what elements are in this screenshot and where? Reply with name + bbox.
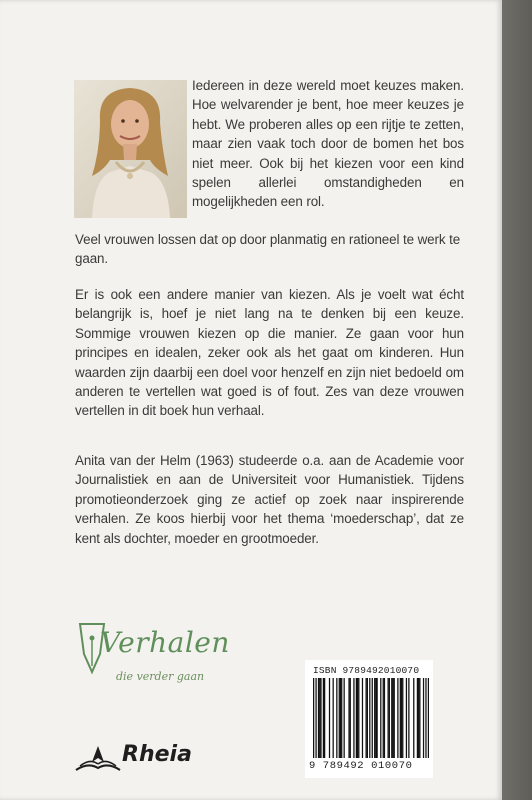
barcode-bar bbox=[344, 678, 345, 758]
barcode-bar bbox=[401, 678, 402, 758]
barcode-bar bbox=[376, 678, 377, 758]
barcode-bar bbox=[319, 678, 320, 758]
intro-paragraph: Iedereen in deze wereld moet keuzes maken. Hoe welvarender je bent, hoe meer keuzes je hebt. We proberen alles op een rijtje te zetten, maar zien vaak toch door de bomen het bos niet meer. Ook bij het kiezen voor een kind spelen allerlei omstandigheden en mogelijkheden een rol. bbox=[192, 78, 464, 210]
barcode-bar bbox=[366, 678, 367, 758]
barcode-bar bbox=[428, 678, 429, 758]
barcode-bar bbox=[339, 678, 340, 758]
barcode-bar bbox=[320, 678, 321, 758]
barcode-bar bbox=[353, 678, 354, 758]
series-logo-subtitle: die verder gaan bbox=[116, 670, 205, 683]
barcode-bar bbox=[348, 678, 349, 758]
barcode-bar bbox=[367, 678, 368, 758]
isbn-label: ISBN 9789492010070 bbox=[313, 665, 420, 676]
barcode-number: 9 789492 010070 bbox=[309, 760, 413, 772]
barcode-bar bbox=[340, 678, 341, 758]
barcode-bar bbox=[375, 678, 376, 758]
publisher-logo bbox=[74, 740, 214, 776]
barcode-bar bbox=[357, 678, 358, 758]
barcode-bar bbox=[423, 678, 424, 758]
barcode-bar bbox=[329, 678, 330, 758]
barcode-bar bbox=[380, 678, 381, 758]
barcode-bar bbox=[408, 678, 409, 758]
barcode-bar bbox=[397, 678, 398, 758]
barcode-bar bbox=[418, 678, 419, 758]
barcode-bar bbox=[324, 678, 325, 758]
barcode-bar bbox=[372, 678, 373, 758]
series-logo-title: Verhalen bbox=[100, 626, 230, 659]
barcode-bar bbox=[419, 678, 420, 758]
barcode-bar bbox=[392, 678, 393, 758]
barcode-bar bbox=[383, 678, 384, 758]
barcode-bar bbox=[387, 678, 388, 758]
barcode-bar bbox=[315, 678, 316, 758]
barcode-bar bbox=[356, 678, 357, 758]
barcode-bar bbox=[358, 678, 359, 758]
author-bio-paragraph: Anita van der Helm (1963) studeerde o.a. aan de Academie voor Journalistiek en aan de Universiteit voor Humanistiek. Tijdens promotieonderzoek ging ze actief op zoek naar inspirerende verhalen. Ze koos hierbij voor het thema ‘moederschap’, dat ze kent als dochter, moeder en grootmoeder. bbox=[75, 453, 464, 546]
body-paragraph: Er is ook een andere manier van kiezen. Als je voelt wat écht belangrijk is, hoef je niet lang na te denken bij een keuze. Sommige vrouwen kiezen op die manier. Ze gaan voor hun principes en idealen, zeker ook als het gaat om kinderen. Hun waarden zijn daarbij een doel voor henzelf en zijn niet bedoeld om anderen te vertellen wat goed is of fout. Zes van deze vrouwen vertellen in dit boek hun verhaal. bbox=[75, 287, 464, 419]
barcode-bar bbox=[384, 678, 385, 758]
barcode-bar bbox=[400, 678, 401, 758]
barcode-bar bbox=[374, 678, 375, 758]
barcode bbox=[313, 678, 429, 758]
barcode-bar bbox=[369, 678, 370, 758]
barcode-bar bbox=[336, 678, 337, 758]
barcode-bar bbox=[350, 678, 351, 758]
barcode-bar bbox=[402, 678, 403, 758]
author-photo bbox=[74, 80, 187, 218]
barcode-bar bbox=[391, 678, 392, 758]
barcode-bar bbox=[425, 678, 426, 758]
barcode-bar bbox=[406, 678, 407, 758]
barcode-bar bbox=[341, 678, 342, 758]
open-book-icon bbox=[74, 744, 122, 774]
barcode-bar bbox=[389, 678, 390, 758]
book-spine bbox=[502, 0, 532, 800]
publisher-name: Rheia bbox=[122, 742, 192, 767]
barcode-bar bbox=[417, 678, 418, 758]
intro-paragraph-continued: Veel vrouwen lossen dat op door planmatig en rationeel te werk te gaan. bbox=[75, 232, 461, 267]
barcode-bar bbox=[413, 678, 414, 758]
barcode-bar bbox=[333, 678, 334, 758]
series-logo bbox=[74, 618, 230, 694]
barcode-bar bbox=[394, 678, 395, 758]
barcode-bar bbox=[313, 678, 314, 758]
barcode-bar bbox=[362, 678, 363, 758]
barcode-bar bbox=[323, 678, 324, 758]
barcode-bar bbox=[318, 678, 319, 758]
